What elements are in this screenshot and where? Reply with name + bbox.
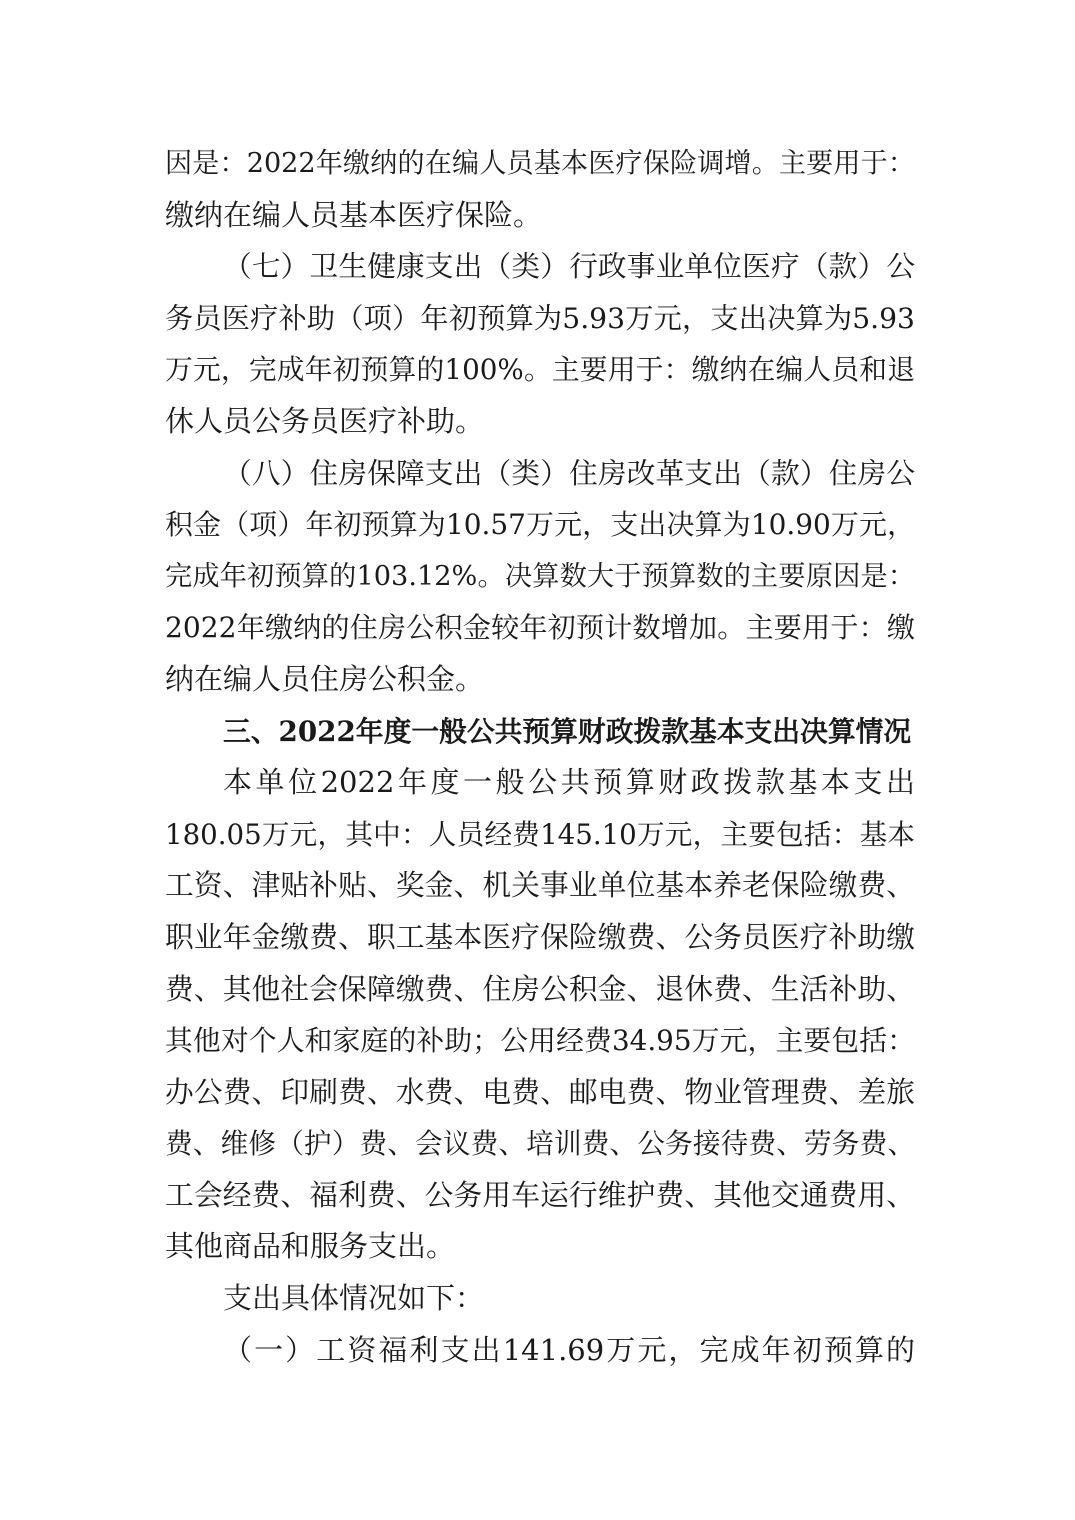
paragraph-line: 180.05万元，其中：人员经费145.10万元，主要包括：基本 xyxy=(165,817,915,851)
paragraph-line: 职业年金缴费、职工基本医疗保险缴费、公务员医疗补助缴 xyxy=(165,919,915,954)
paragraph-line: 费、其他社会保障缴费、住房公积金、退休费、生活补助、 xyxy=(165,971,915,1006)
paragraph-line: 完成年初预算的103.12%。决算数大于预算数的主要原因是： xyxy=(165,560,915,592)
paragraph-line: （八）住房保障支出（类）住房改革支出（款）住房公 xyxy=(223,455,915,490)
paragraph-line: 费、维修（护）费、会议费、培训费、公务接待费、劳务费、 xyxy=(165,1127,915,1161)
paragraph-line: （七）卫生健康支出（类）行政事业单位医疗（款）公 xyxy=(223,249,915,284)
paragraph-line: 工会经费、福利费、公务用车运行维护费、其他交通费用、 xyxy=(165,1177,915,1212)
section-heading: 三、2022年度一般公共预算财政拨款基本支出决算情况 xyxy=(223,714,912,748)
paragraph-line: 支出具体情况如下： xyxy=(223,1281,485,1316)
paragraph-line: 休人员公务员医疗补助。 xyxy=(165,403,485,438)
paragraph-line: 因是：2022年缴纳的在编人员基本医疗保险调增。主要用于： xyxy=(165,148,915,179)
paragraph-line: 积金（项）年初预算为10.57万元，支出决算为10.90万元， xyxy=(165,508,915,542)
document-body xyxy=(165,138,915,1376)
paragraph-line: 纳在编人员住房公积金。 xyxy=(165,661,485,696)
paragraph-line: （一）工资福利支出141.69万元，完成年初预算的 xyxy=(223,1332,915,1367)
paragraph-line: 万元，完成年初预算的100%。主要用于：缴纳在编人员和退 xyxy=(165,353,915,387)
paragraph-line: 缴纳在编人员基本医疗保险。 xyxy=(165,197,543,232)
paragraph-line: 办公费、印刷费、水费、电费、邮电费、物业管理费、差旅 xyxy=(165,1074,915,1109)
paragraph-line: 2022年缴纳的住房公积金较年初预计数增加。主要用于：缴 xyxy=(165,611,915,645)
paragraph-line: 务员医疗补助（项）年初预算为5.93万元，支出决算为5.93 xyxy=(165,301,915,335)
paragraph-line: 工资、津贴补贴、奖金、机关事业单位基本养老保险缴费、 xyxy=(165,868,915,903)
paragraph-line: 本单位2022年度一般公共预算财政拨款基本支出 xyxy=(223,765,915,800)
paragraph-line: 其他商品和服务支出。 xyxy=(165,1229,456,1264)
paragraph-line: 其他对个人和家庭的补助；公用经费34.95万元，主要包括： xyxy=(165,1024,915,1058)
